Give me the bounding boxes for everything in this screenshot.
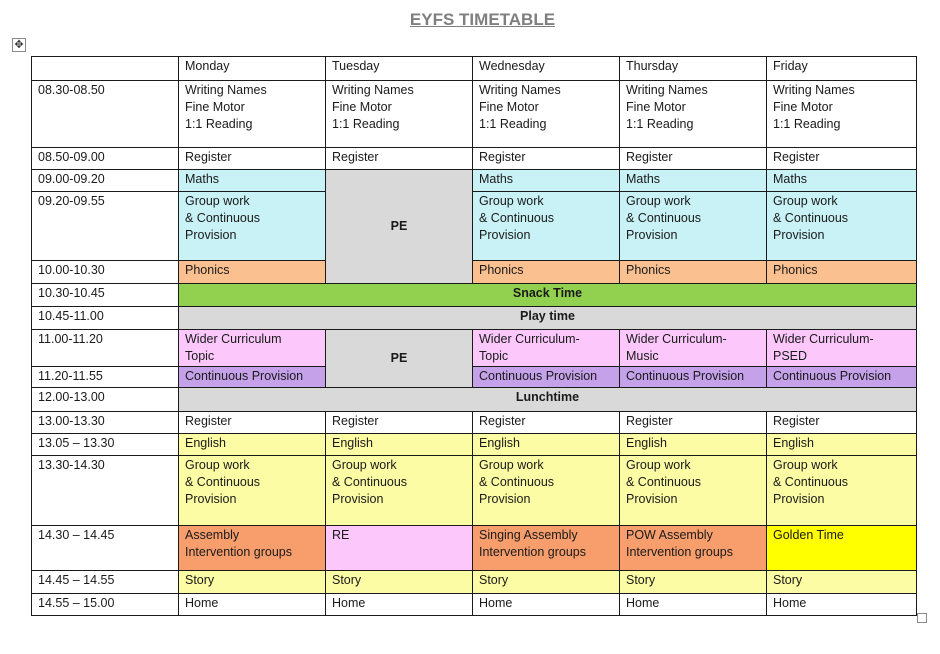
activity-cell: Phonics	[179, 261, 326, 284]
activity-cell: Story	[179, 571, 326, 594]
activity-cell: Register	[473, 412, 620, 434]
header-cell: Tuesday	[326, 57, 473, 81]
move-arrows-icon[interactable]: ✥	[12, 38, 26, 52]
activity-cell: Register	[179, 148, 326, 170]
table-row	[32, 57, 917, 81]
activity-cell: Home	[473, 594, 620, 616]
activity-cell: Group work & Continuous Provision	[620, 456, 767, 526]
activity-cell: Golden Time	[767, 526, 917, 571]
activity-cell: Writing Names Fine Motor 1:1 Reading	[326, 81, 473, 148]
header-cell: Friday	[767, 57, 917, 81]
table-row	[32, 367, 917, 388]
table-row	[32, 192, 917, 261]
activity-cell: Wider Curriculum Topic	[179, 330, 326, 367]
timetable-table	[31, 56, 917, 616]
activity-cell: Register	[620, 148, 767, 170]
time-cell: 13.05 – 13.30	[32, 434, 179, 456]
time-cell: 12.00-13.00	[32, 388, 179, 412]
activity-cell: Story	[767, 571, 917, 594]
activity-cell: Singing Assembly Intervention groups	[473, 526, 620, 571]
activity-cell: Lunchtime	[179, 388, 917, 412]
activity-cell: Phonics	[620, 261, 767, 284]
page-title: EYFS TIMETABLE	[409, 10, 556, 29]
activity-cell: Assembly Intervention groups	[179, 526, 326, 571]
activity-cell: Maths	[620, 170, 767, 192]
table-row	[32, 307, 917, 330]
time-cell: 10.30-10.45	[32, 284, 179, 307]
activity-cell: Group work & Continuous Provision	[473, 192, 620, 261]
activity-cell: Wider Curriculum- Topic	[473, 330, 620, 367]
activity-cell: English	[767, 434, 917, 456]
activity-cell: Writing Names Fine Motor 1:1 Reading	[179, 81, 326, 148]
activity-cell: Home	[326, 594, 473, 616]
table-row	[32, 526, 917, 571]
table-row	[32, 594, 917, 616]
activity-cell: Play time	[179, 307, 917, 330]
activity-cell: Register	[767, 148, 917, 170]
activity-cell: Group work & Continuous Provision	[179, 192, 326, 261]
activity-cell: Register	[620, 412, 767, 434]
time-cell: 09.20-09.55	[32, 192, 179, 261]
activity-cell: Phonics	[767, 261, 917, 284]
activity-cell: Group work & Continuous Provision	[767, 456, 917, 526]
table-row	[32, 456, 917, 526]
resize-square-icon[interactable]	[917, 613, 927, 623]
activity-cell: Writing Names Fine Motor 1:1 Reading	[473, 81, 620, 148]
table-row	[32, 434, 917, 456]
activity-cell: Maths	[179, 170, 326, 192]
activity-cell: Register	[326, 412, 473, 434]
activity-cell: PE	[326, 170, 473, 284]
activity-cell: RE	[326, 526, 473, 571]
activity-cell: POW Assembly Intervention groups	[620, 526, 767, 571]
activity-cell: Register	[473, 148, 620, 170]
activity-cell: Continuous Provision	[473, 367, 620, 388]
time-cell: 14.45 – 14.55	[32, 571, 179, 594]
activity-cell: Home	[179, 594, 326, 616]
activity-cell: Home	[767, 594, 917, 616]
header-cell: Wednesday	[473, 57, 620, 81]
header-cell	[32, 57, 179, 81]
activity-cell: PE	[326, 330, 473, 388]
activity-cell: Snack Time	[179, 284, 917, 307]
time-cell: 10.45-11.00	[32, 307, 179, 330]
activity-cell: Story	[473, 571, 620, 594]
time-cell: 08.30-08.50	[32, 81, 179, 148]
activity-cell: English	[179, 434, 326, 456]
activity-cell: Continuous Provision	[620, 367, 767, 388]
activity-cell: Group work & Continuous Provision	[179, 456, 326, 526]
time-cell: 11.00-11.20	[32, 330, 179, 367]
time-cell: 14.55 – 15.00	[32, 594, 179, 616]
table-row	[32, 412, 917, 434]
activity-cell: Wider Curriculum- Music	[620, 330, 767, 367]
table-row	[32, 81, 917, 148]
time-cell: 09.00-09.20	[32, 170, 179, 192]
table-row	[32, 284, 917, 307]
activity-cell: Group work & Continuous Provision	[767, 192, 917, 261]
activity-cell: Story	[326, 571, 473, 594]
activity-cell: Story	[620, 571, 767, 594]
activity-cell: Group work & Continuous Provision	[473, 456, 620, 526]
table-row	[32, 571, 917, 594]
activity-cell: Group work & Continuous Provision	[326, 456, 473, 526]
activity-cell: Register	[326, 148, 473, 170]
activity-cell: Maths	[767, 170, 917, 192]
header-cell: Monday	[179, 57, 326, 81]
activity-cell: Home	[620, 594, 767, 616]
time-cell: 10.00-10.30	[32, 261, 179, 284]
time-cell: 13.30-14.30	[32, 456, 179, 526]
table-row	[32, 170, 917, 192]
activity-cell: English	[473, 434, 620, 456]
activity-cell: Continuous Provision	[179, 367, 326, 388]
activity-cell: Group work & Continuous Provision	[620, 192, 767, 261]
time-cell: 14.30 – 14.45	[32, 526, 179, 571]
activity-cell: Maths	[473, 170, 620, 192]
activity-cell: Writing Names Fine Motor 1:1 Reading	[620, 81, 767, 148]
table-row	[32, 388, 917, 412]
activity-cell: Writing Names Fine Motor 1:1 Reading	[767, 81, 917, 148]
activity-cell: Wider Curriculum- PSED	[767, 330, 917, 367]
table-row	[32, 148, 917, 170]
activity-cell: Register	[179, 412, 326, 434]
activity-cell: English	[620, 434, 767, 456]
time-cell: 11.20-11.55	[32, 367, 179, 388]
table-row	[32, 261, 917, 284]
activity-cell: Continuous Provision	[767, 367, 917, 388]
time-cell: 13.00-13.30	[32, 412, 179, 434]
activity-cell: English	[326, 434, 473, 456]
header-cell: Thursday	[620, 57, 767, 81]
table-row	[32, 330, 917, 367]
time-cell: 08.50-09.00	[32, 148, 179, 170]
activity-cell: Register	[767, 412, 917, 434]
activity-cell: Phonics	[473, 261, 620, 284]
